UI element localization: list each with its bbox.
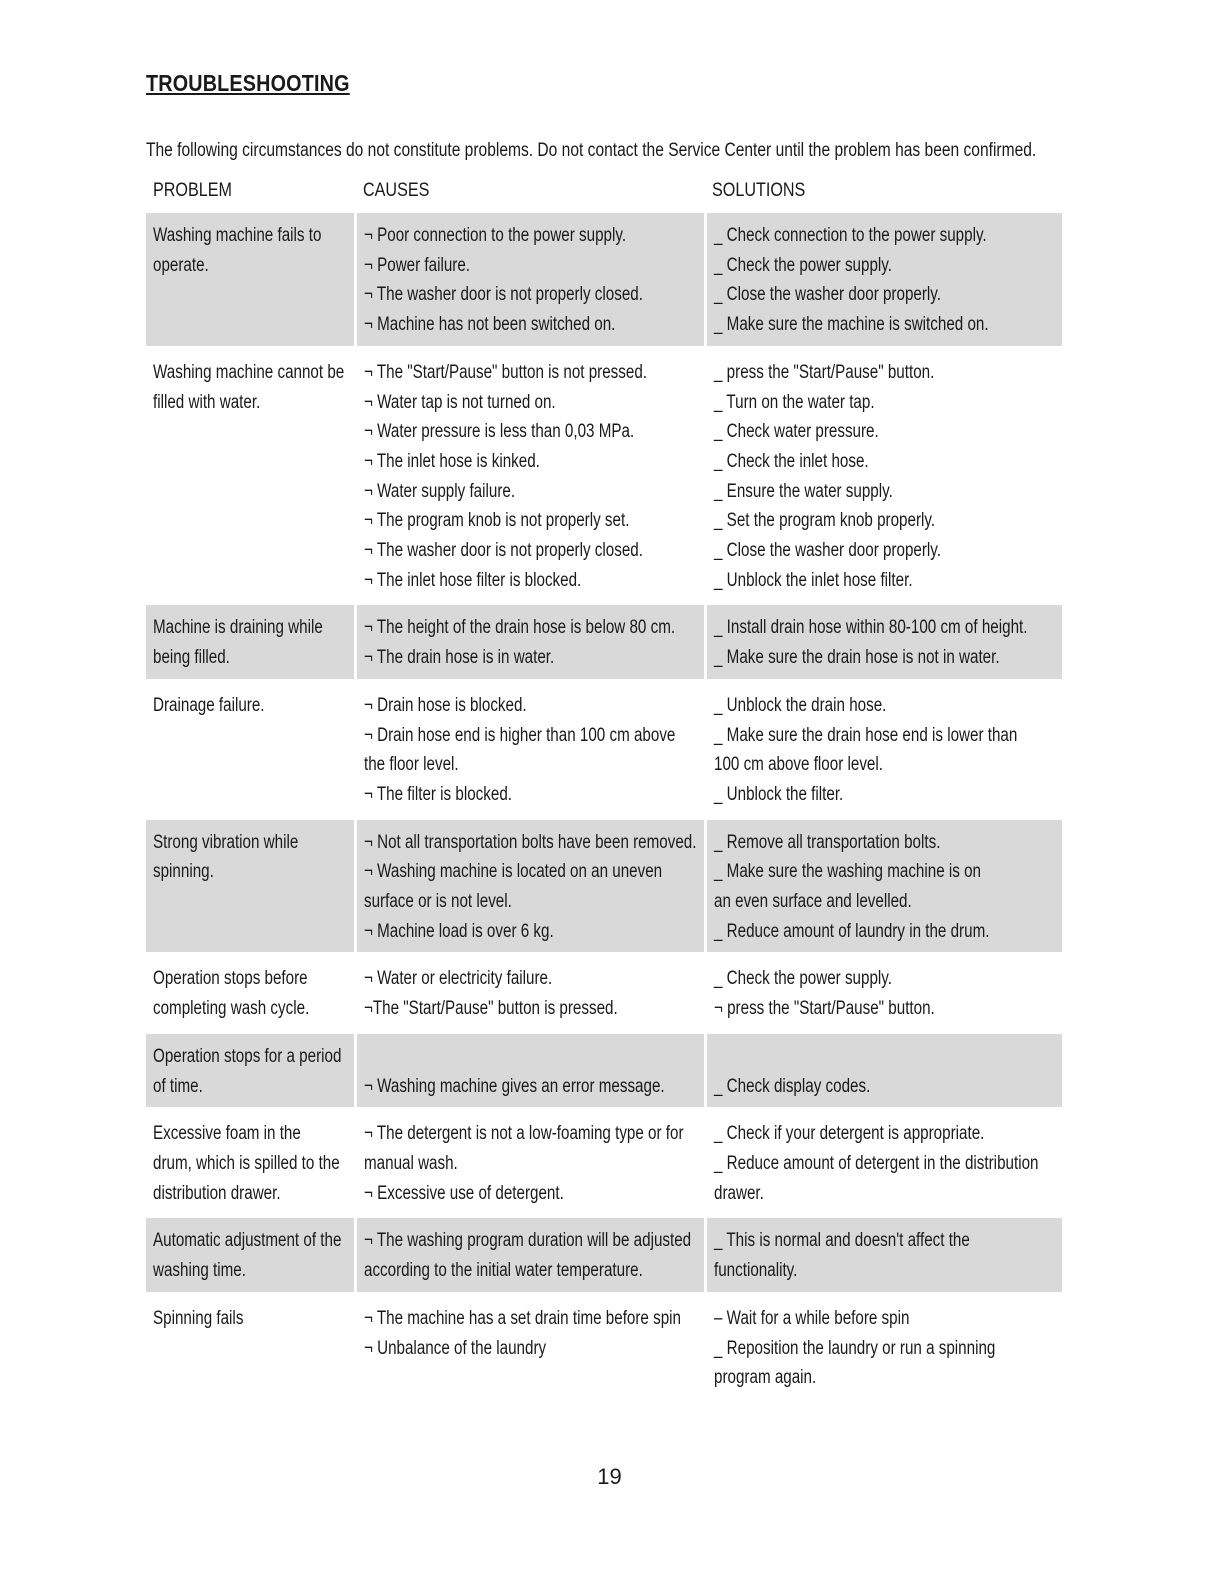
cell-line: distribution drawer. <box>153 1182 281 1204</box>
cell-line <box>714 1042 1056 1072</box>
cell-line: functionality. <box>714 1260 798 1282</box>
cell-line: Automatic adjustment of the <box>153 1230 342 1252</box>
cell-line: _ Set the program knob properly. <box>714 510 936 532</box>
causes-cell <box>357 1034 704 1107</box>
table-row <box>146 956 1062 1029</box>
cell-line: ¬ press the "Start/Pause" button. <box>714 998 935 1020</box>
cell-line: _ Close the washer door properly. <box>714 284 941 306</box>
header-solutions: SOLUTIONS <box>712 180 806 201</box>
cell-line: according to the initial water temperature. <box>364 1260 643 1282</box>
cell-line: Washing machine cannot be <box>153 361 345 383</box>
causes-cell <box>357 820 704 953</box>
cell-line: ¬ Water supply failure. <box>364 480 516 502</box>
cell-line: _ Unblock the filter. <box>714 783 844 805</box>
problem-cell <box>146 1111 354 1214</box>
cell-line: _ Check water pressure. <box>714 421 879 443</box>
cell-line: _ Ensure the water supply. <box>714 480 893 502</box>
page-title: TROUBLESHOOTING <box>146 70 350 96</box>
page-number: 19 <box>597 1464 622 1489</box>
cell-line: 100 cm above floor level. <box>714 754 883 776</box>
cell-line: ¬ The inlet hose filter is blocked. <box>364 569 582 591</box>
cell-line: ¬ The machine has a set drain time before spin <box>364 1307 681 1329</box>
table-row <box>146 1034 1062 1107</box>
cell-line: Drainage failure. <box>153 694 265 716</box>
solutions-cell <box>707 605 1062 678</box>
cell-line: ¬ The washing program duration will be adjusted <box>364 1230 692 1252</box>
troubleshooting-table <box>146 213 1062 1403</box>
table-row <box>146 350 1062 602</box>
cell-line: ¬ The washer door is not properly closed. <box>364 540 643 562</box>
solutions-cell <box>707 1034 1062 1107</box>
cell-line: washing time. <box>153 1260 246 1282</box>
cell-line: Spinning fails <box>153 1307 244 1329</box>
problem-cell <box>146 683 354 816</box>
table-row <box>146 683 1062 816</box>
cell-line: ¬ Not all transportation bolts have been removed. <box>364 831 697 853</box>
cell-line: _ This is normal and doesn't affect the <box>714 1230 970 1252</box>
solutions-cell <box>707 683 1062 816</box>
cell-line <box>364 1042 698 1072</box>
causes-cell <box>357 213 704 346</box>
cell-line: of time. <box>153 1075 203 1097</box>
cell-line: Strong vibration while <box>153 831 299 853</box>
header-problem: PROBLEM <box>153 180 232 201</box>
cell-line: _ Remove all transportation bolts. <box>714 831 941 853</box>
cell-line: _ Check the power supply. <box>714 254 892 276</box>
cell-line: ¬ Machine has not been switched on. <box>364 314 616 336</box>
cell-line: surface or is not level. <box>364 891 512 913</box>
cell-line: Machine is draining while <box>153 617 323 639</box>
intro-text: The following circumstances do not constitute problems. Do not contact the Service Center until the problem has been confirmed. <box>146 140 1037 161</box>
header-causes: CAUSES <box>363 180 430 201</box>
table-row <box>146 213 1062 346</box>
cell-line: ¬ Water or electricity failure. <box>364 968 553 990</box>
cell-line: _ Check if your detergent is appropriate. <box>714 1123 985 1145</box>
cell-line: ¬ The height of the drain hose is below 80 cm. <box>364 617 676 639</box>
cell-line: _ Check the power supply. <box>714 968 892 990</box>
cell-line: being filled. <box>153 647 230 669</box>
solutions-cell <box>707 213 1062 346</box>
problem-cell <box>146 1296 354 1399</box>
cell-line: ¬ Excessive use of detergent. <box>364 1182 564 1204</box>
cell-line: ¬ Unbalance of the laundry <box>364 1337 547 1359</box>
table-row <box>146 1111 1062 1214</box>
cell-line: _ Close the washer door properly. <box>714 540 941 562</box>
cell-line: program again. <box>714 1367 817 1389</box>
solutions-cell <box>707 820 1062 953</box>
cell-line: ¬ The "Start/Pause" button is not pressed. <box>364 361 648 383</box>
cell-line: ¬ Drain hose end is higher than 100 cm above <box>364 724 676 746</box>
cell-line: ¬ The filter is blocked. <box>364 783 512 805</box>
problem-cell <box>146 350 354 602</box>
cell-line: _ Install drain hose within 80-100 cm of height. <box>714 617 1028 639</box>
cell-line: an even surface and levelled. <box>714 891 912 913</box>
cell-line: manual wash. <box>364 1152 458 1174</box>
solutions-cell <box>707 1218 1062 1291</box>
problem-cell <box>146 1034 354 1107</box>
cell-line: Excessive foam in the <box>153 1123 301 1145</box>
cell-line: operate. <box>153 254 209 276</box>
table-row <box>146 605 1062 678</box>
cell-line: _ Make sure the drain hose end is lower than <box>714 724 1018 746</box>
cell-line: – Wait for a while before spin <box>714 1307 910 1329</box>
cell-line: ¬ The drain hose is in water. <box>364 647 555 669</box>
cell-line: ¬ Water tap is not turned on. <box>364 391 556 413</box>
problem-cell <box>146 1218 354 1291</box>
cell-line: ¬ Machine load is over 6 kg. <box>364 920 554 942</box>
cell-line: _ Make sure the machine is switched on. <box>714 314 989 336</box>
cell-line: ¬The "Start/Pause" button is pressed. <box>364 998 618 1020</box>
cell-line: the floor level. <box>364 754 459 776</box>
table-row <box>146 820 1062 953</box>
cell-line: _ press the "Start/Pause" button. <box>714 361 935 383</box>
table-header <box>146 180 1062 210</box>
cell-line: spinning. <box>153 861 214 883</box>
cell-line: drum, which is spilled to the <box>153 1152 340 1174</box>
table-row <box>146 1218 1062 1291</box>
causes-cell <box>357 683 704 816</box>
cell-line: ¬ Washing machine is located on an uneven <box>364 861 663 883</box>
cell-line: _ Unblock the drain hose. <box>714 694 887 716</box>
causes-cell <box>357 1296 704 1399</box>
cell-line: filled with water. <box>153 391 261 413</box>
causes-cell <box>357 350 704 602</box>
causes-cell <box>357 1111 704 1214</box>
causes-cell <box>357 956 704 1029</box>
cell-line: Operation stops before <box>153 968 308 990</box>
cell-line: _ Make sure the washing machine is on <box>714 861 981 883</box>
solutions-cell <box>707 350 1062 602</box>
cell-line: ¬ Power failure. <box>364 254 471 276</box>
cell-line: Washing machine fails to <box>153 225 322 246</box>
problem-cell <box>146 213 354 346</box>
cell-line: _ Make sure the drain hose is not in water. <box>714 647 1000 669</box>
cell-line: _ Turn on the water tap. <box>714 391 875 413</box>
causes-cell <box>357 605 704 678</box>
cell-line: _ Check display codes. <box>714 1075 871 1097</box>
problem-cell <box>146 956 354 1029</box>
problem-cell <box>146 605 354 678</box>
cell-line: _ Check connection to the power supply. <box>714 225 987 246</box>
table-row <box>146 1296 1062 1399</box>
cell-line: drawer. <box>714 1182 764 1204</box>
cell-line: ¬ The inlet hose is kinked. <box>364 450 540 472</box>
causes-cell <box>357 1218 704 1291</box>
solutions-cell <box>707 1296 1062 1399</box>
cell-line: ¬ Washing machine gives an error message. <box>364 1075 665 1097</box>
cell-line: ¬ The washer door is not properly closed. <box>364 284 643 306</box>
solutions-cell <box>707 956 1062 1029</box>
cell-line: _ Reduce amount of laundry in the drum. <box>714 920 990 942</box>
solutions-cell <box>707 1111 1062 1214</box>
cell-line: ¬ Water pressure is less than 0,03 MPa. <box>364 421 635 443</box>
cell-line: _ Reduce amount of detergent in the distribution <box>714 1152 1039 1174</box>
cell-line: completing wash cycle. <box>153 998 310 1020</box>
cell-line: ¬ The program knob is not properly set. <box>364 510 630 532</box>
cell-line: _ Check the inlet hose. <box>714 450 869 472</box>
cell-line: _ Unblock the inlet hose filter. <box>714 569 913 591</box>
cell-line: _ Reposition the laundry or run a spinning <box>714 1337 996 1359</box>
problem-cell <box>146 820 354 953</box>
cell-line: ¬ Poor connection to the power supply. <box>364 225 627 246</box>
cell-line: ¬ The detergent is not a low-foaming type or for <box>364 1123 684 1145</box>
cell-line: Operation stops for a period <box>153 1045 342 1067</box>
cell-line: ¬ Drain hose is blocked. <box>364 694 527 716</box>
